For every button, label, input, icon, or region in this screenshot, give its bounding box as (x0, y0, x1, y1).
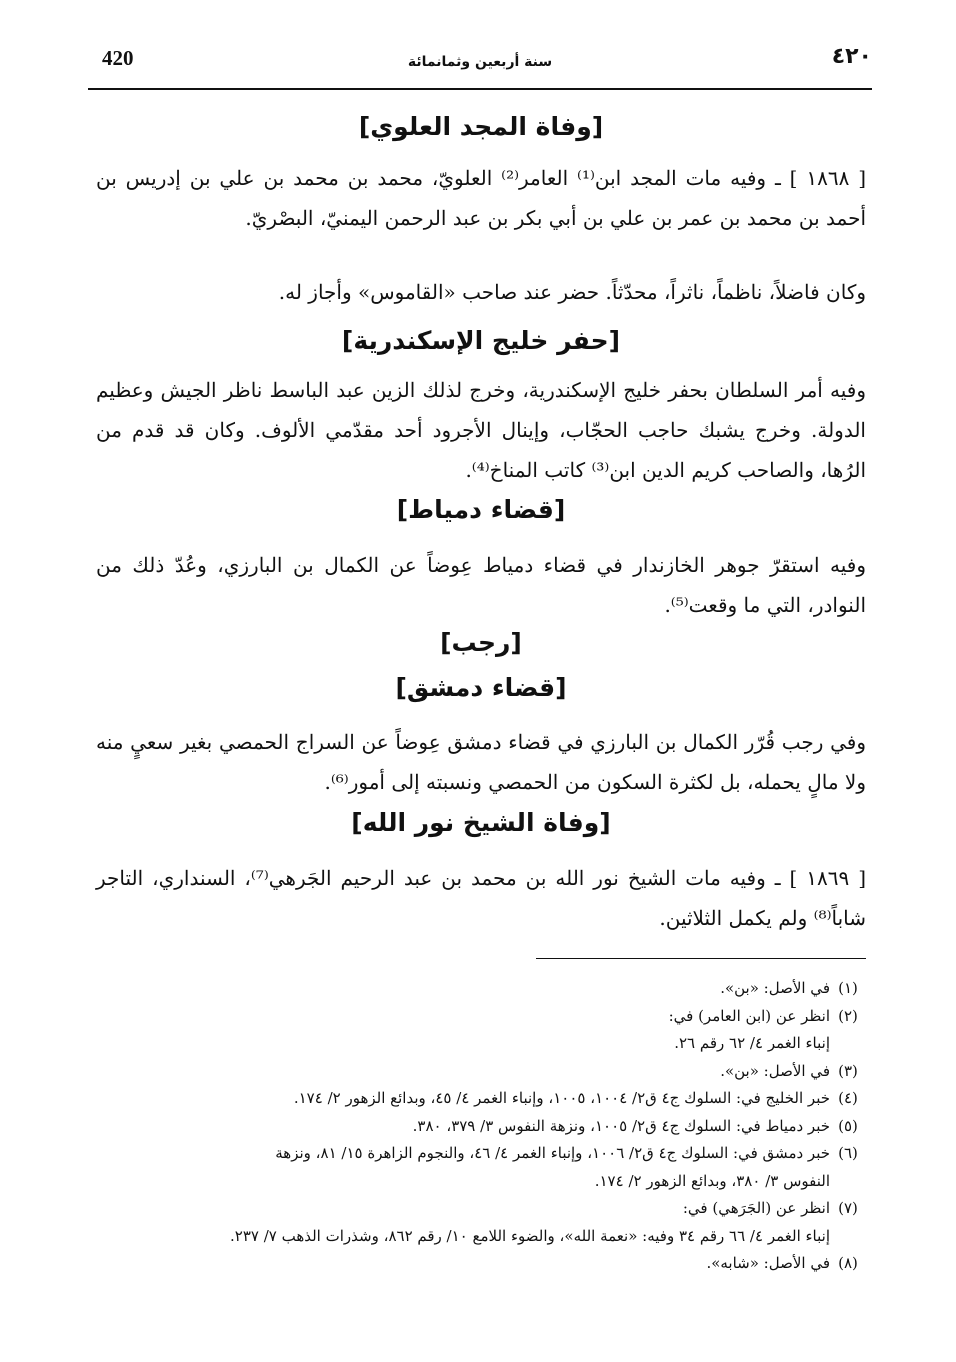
footnote-separator (536, 958, 866, 959)
page-number-latin: 420 (102, 46, 134, 70)
footnote-number: (١) (838, 979, 858, 997)
footnote-6-continuation: النفوس ٣/ ٣٨٠، وبدائع الزهور ٢/ ١٧٤. (594, 1171, 830, 1190)
footnote-text: في الأصل: «بن». (720, 1061, 830, 1080)
section-heading-nur-allah-death: [وفاة الشيخ نور الله] (351, 808, 611, 837)
canal-digging-paragraph: وفيه أمر السلطان بحفر خليج الإسكندرية، وخرج لذلك الزين عبد الباسط ناظر الجيش وعظيم الدولة. وخرج يشبك حاجب الحجّاب، وإينال الأجرود أحد مقدّمي الألوف. وكان قد قدم من الرُها، والصاحب كريم الدين ابن⁽³⁾ كاتب المناخ⁽⁴⁾. (96, 378, 866, 482)
entry-1868-paragraph: [ ١٨٦٨ ] ـ وفيه مات المجد ابن⁽¹⁾ العامر⁽²⁾ العلويّ، محمد بن محمد بن علي بن إدريس بن أحمد بن محمد بن عمر بن علي بن أبي بكر بن عبد الرحمن اليمنيّ، البصْريّ. (96, 166, 867, 230)
footnote-number: (٢) (838, 1006, 858, 1025)
section-heading-damascus-judgeship: [قضاء دمشق] (395, 673, 567, 702)
footnote-5 (96, 1113, 866, 1141)
page-number-arabic: ٤٢٠ (831, 44, 872, 69)
footnote-7-continuation: إنباء الغمر ٤/ ٦٦ رقم ٣٤ وفيه: «نعمة الله»، والضوء اللامع ١٠/ رقم ٨٦٢، وشذرات الذهب ٧/ ٢٣٧. (229, 1226, 830, 1245)
entry-1869-paragraph: [ ١٨٦٩ ] ـ وفيه مات الشيخ نور الله بن محمد بن عبد الرحيم الجَرهي⁽⁷⁾، السنداري، التاجر شاباً⁽⁸⁾ ولم يكمل الثلاثين. (96, 866, 867, 930)
footnote-6 (96, 1140, 866, 1168)
footnote-1 (96, 975, 866, 1003)
majd-description-paragraph: وكان فاضلاً، ناظماً، ناثراً، محدّثاً. حضر عند صاحب «القاموس» وأجاز له. (278, 280, 866, 304)
section-heading-majd-death: [وفاة المجد العلوي] (358, 112, 604, 141)
month-heading-rajab: [رجب] (440, 628, 522, 657)
footnote-number: (٧) (838, 1199, 858, 1217)
footnote-7 (96, 1195, 866, 1223)
section-heading-canal-digging: [حفر خليج الإسكندرية] (341, 326, 621, 355)
footnote-text: في الأصل: «شابه». (706, 1254, 830, 1272)
footnote-text: في الأصل: «بن». (720, 979, 830, 997)
footnote-2-continuation: إنباء الغمر ٤/ ٦٢ رقم ٢٦. (674, 1034, 830, 1052)
footnotes (96, 975, 866, 1278)
footnote-3 (96, 1058, 866, 1086)
footnote-text: خبر الخليج في: السلوك ج٤ ق٢/ ١٠٠٤، ١٠٠٥، وإنباء الغمر ٤/ ٤٥، وبدائع الزهور ٢/ ١٧٤. (293, 1089, 830, 1107)
footnote-number: (٣) (838, 1061, 858, 1080)
footnote-number: (٨) (838, 1254, 858, 1272)
footnote-text: خبر دمشق في: السلوك ج٤ ق٢/ ١٠٠٦، وإنباء الغمر ٤/ ٤٦، والنجوم الزاهرة ١٥/ ٨١، ونزهة (275, 1144, 830, 1162)
footnote-number: (٥) (838, 1116, 858, 1135)
running-title: سنة أربعين وثمانمائة (407, 54, 553, 70)
page-header (88, 40, 872, 90)
footnote-8 (96, 1250, 866, 1278)
footnote-number: (٦) (838, 1144, 858, 1162)
footnote-text: انظر عن (الجَرَهي) في: (682, 1199, 830, 1217)
footnote-text: خبر دمياط في: السلوك ج٤ ق٢/ ١٠٠٥، ونزهة النفوس ٣/ ٣٧٩، ٣٨٠. (412, 1116, 830, 1135)
damascus-judgeship-paragraph: وفي رجب قُرّر الكمال بن البارزي في قضاء دمشق عِوضاً عن السراج الحمصي بغير سعيٍ منه ولا مالٍ يحمله، بل لكثرة السكون من الحمصي ونسبته إلى أمور⁽⁶⁾. (96, 730, 866, 794)
section-heading-damietta-judgeship: [قضاء دمياط] (396, 495, 566, 524)
footnote-text: انظر عن (ابن العامر) في: (668, 1006, 830, 1025)
damietta-judgeship-paragraph: وفيه استقرّ جوهر الخازندار في قضاء دمياط عِوضاً عن الكمال بن البارزي، وعُدّ ذلك من النوادر، التي ما وقعت⁽⁵⁾. (96, 553, 866, 617)
footnote-number: (٤) (838, 1089, 858, 1107)
footnote-2 (96, 1003, 866, 1031)
footnote-4 (96, 1085, 866, 1113)
